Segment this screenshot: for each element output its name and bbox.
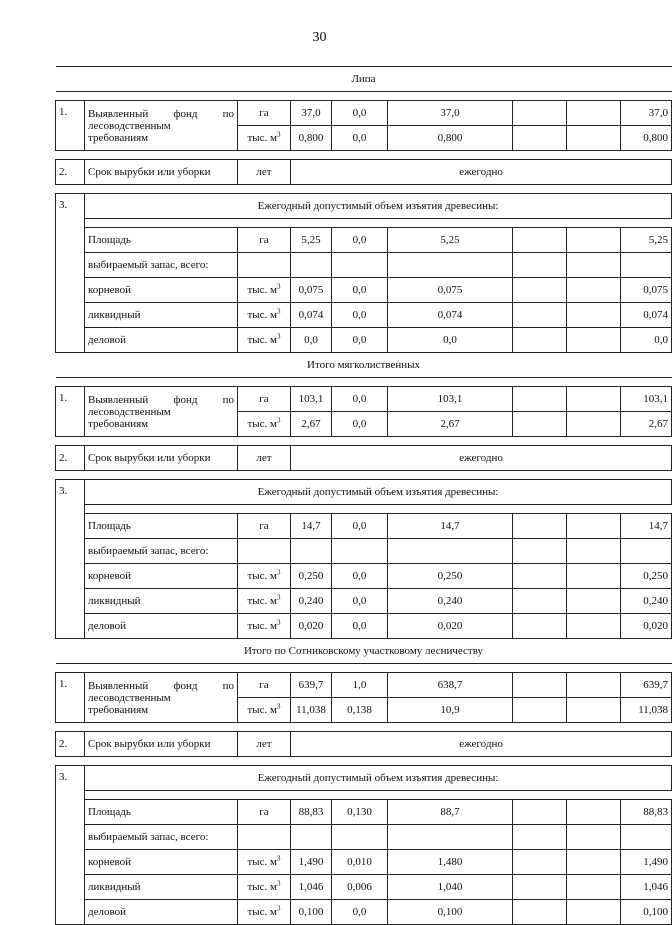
value-cell: 5,25: [291, 228, 332, 253]
value-cell: 2,67: [621, 412, 672, 437]
value-cell: [567, 328, 621, 353]
value-cell: 37,0: [291, 101, 332, 126]
value-cell: [567, 589, 621, 614]
value-cell: 0,020: [621, 614, 672, 639]
value-cell: [513, 101, 567, 126]
value-cell: 0,800: [291, 126, 332, 151]
row-number: 3.: [56, 194, 85, 353]
period-value: ежегодно: [291, 732, 672, 757]
value-cell: 0,138: [332, 698, 388, 723]
fund-label: Выявленный фонд по лесоводственным требованиям: [85, 101, 238, 151]
value-cell: 2,67: [388, 412, 513, 437]
root-label: корневой: [85, 278, 238, 303]
value-cell: [513, 850, 567, 875]
value-cell: 88,83: [621, 800, 672, 825]
value-cell: [567, 278, 621, 303]
row-number: 1.: [56, 673, 85, 723]
value-cell: 639,7: [621, 673, 672, 698]
table-row: [56, 875, 672, 900]
value-cell: [513, 387, 567, 412]
value-cell: 0,0: [332, 303, 388, 328]
area-label: Площадь: [85, 228, 238, 253]
unit-cell: тыс. $м^3$: [238, 564, 291, 589]
stock-label: выбираемый запас, всего:: [85, 539, 238, 564]
value-cell: 1,0: [332, 673, 388, 698]
unit-cell: тыс. $м^3$: [238, 278, 291, 303]
value-cell: [567, 564, 621, 589]
value-cell: 0,0: [332, 101, 388, 126]
value-cell: [513, 698, 567, 723]
table-row: [56, 253, 672, 278]
unit-cell: тыс. $м^3$: [238, 328, 291, 353]
fund-label: Выявленный фонд по лесоводственным требованиям: [85, 673, 238, 723]
value-cell: 1,046: [291, 875, 332, 900]
table-row: [56, 539, 672, 564]
business-label: деловой: [85, 328, 238, 353]
liquid-label: ликвидный: [85, 589, 238, 614]
section-title: Липа: [56, 67, 672, 92]
value-cell: 0,800: [621, 126, 672, 151]
table-row: [56, 446, 672, 471]
value-cell: [513, 875, 567, 900]
table-row: [56, 564, 672, 589]
value-cell: [567, 614, 621, 639]
unit-cell: тыс. $м^3$: [238, 850, 291, 875]
value-cell: 0,075: [388, 278, 513, 303]
unit-cell: лет: [238, 446, 291, 471]
value-cell: 0,0: [332, 614, 388, 639]
value-cell: 1,490: [621, 850, 672, 875]
value-cell: 0,240: [291, 589, 332, 614]
value-cell: 1,046: [621, 875, 672, 900]
value-cell: 0,0: [291, 328, 332, 353]
table-row: [56, 800, 672, 825]
row-number: 2.: [56, 160, 85, 185]
row-number: 1.: [56, 387, 85, 437]
row-number: 2.: [56, 732, 85, 757]
value-cell: 11,038: [621, 698, 672, 723]
value-cell: 0,0: [332, 328, 388, 353]
table-row: [56, 101, 672, 126]
fund-label: Выявленный фонд по лесоводственным требованиям: [85, 387, 238, 437]
section-title: Итого мягколиственных: [56, 353, 672, 378]
period-value: ежегодно: [291, 446, 672, 471]
value-cell: [513, 228, 567, 253]
table-row: [56, 673, 672, 698]
table-body: [56, 67, 672, 925]
section-title-row: [56, 353, 672, 378]
value-cell: [513, 800, 567, 825]
root-label: корневой: [85, 564, 238, 589]
value-cell: [567, 101, 621, 126]
liquid-label: ликвидный: [85, 875, 238, 900]
row-number: 2.: [56, 446, 85, 471]
value-cell: 14,7: [291, 514, 332, 539]
value-cell: [513, 514, 567, 539]
value-cell: 103,1: [388, 387, 513, 412]
value-cell: 0,006: [332, 875, 388, 900]
value-cell: 0,0: [332, 589, 388, 614]
business-label: деловой: [85, 614, 238, 639]
value-cell: 10,9: [388, 698, 513, 723]
value-cell: 0,020: [291, 614, 332, 639]
period-label: Срок вырубки или уборки: [85, 732, 238, 757]
value-cell: 0,0: [332, 387, 388, 412]
stock-label: выбираемый запас, всего:: [85, 253, 238, 278]
unit-cell: тыс. $м^3$: [238, 614, 291, 639]
value-cell: [513, 278, 567, 303]
liquid-label: ликвидный: [85, 303, 238, 328]
value-cell: [567, 387, 621, 412]
stock-label: выбираемый запас, всего:: [85, 825, 238, 850]
table-row: [56, 328, 672, 353]
value-cell: 0,240: [621, 589, 672, 614]
value-cell: [513, 673, 567, 698]
value-cell: [567, 228, 621, 253]
unit-cell: лет: [238, 160, 291, 185]
unit-cell: лет: [238, 732, 291, 757]
value-cell: 0,100: [291, 900, 332, 925]
value-cell: 14,7: [621, 514, 672, 539]
unit-cell: га: [238, 228, 291, 253]
row-number: 3.: [56, 766, 85, 925]
root-label: корневой: [85, 850, 238, 875]
value-cell: 5,25: [621, 228, 672, 253]
value-cell: 0,0: [621, 328, 672, 353]
unit-cell: тыс. $м^3$: [238, 589, 291, 614]
value-cell: 0,250: [388, 564, 513, 589]
unit-cell: тыс. $м^3$: [238, 875, 291, 900]
section-title: Итого по Сотниковскому участковому лесничеству: [56, 639, 672, 664]
forest-fund-table: [55, 66, 672, 925]
value-cell: 88,83: [291, 800, 332, 825]
table-row: [56, 160, 672, 185]
unit-cell: га: [238, 514, 291, 539]
page-number: 30: [312, 30, 327, 45]
value-cell: 103,1: [291, 387, 332, 412]
value-cell: [567, 514, 621, 539]
section-title-row: [56, 67, 672, 92]
area-label: Площадь: [85, 800, 238, 825]
table-row: [56, 303, 672, 328]
table-row: [56, 589, 672, 614]
value-cell: [513, 589, 567, 614]
annual-label: Ежегодный допустимый объем изъятия древесины:: [85, 194, 672, 219]
value-cell: [567, 850, 621, 875]
period-label: Срок вырубки или уборки: [85, 160, 238, 185]
value-cell: 0,020: [388, 614, 513, 639]
value-cell: 0,0: [332, 126, 388, 151]
value-cell: [567, 875, 621, 900]
table-row: [56, 732, 672, 757]
value-cell: [513, 328, 567, 353]
value-cell: 0,074: [621, 303, 672, 328]
value-cell: [513, 900, 567, 925]
value-cell: 0,100: [621, 900, 672, 925]
unit-cell: тыс. $м^3$: [238, 412, 291, 437]
value-cell: 0,250: [621, 564, 672, 589]
value-cell: [513, 412, 567, 437]
value-cell: 1,040: [388, 875, 513, 900]
value-cell: [513, 614, 567, 639]
value-cell: 14,7: [388, 514, 513, 539]
unit-cell: тыс. $м^3$: [238, 126, 291, 151]
value-cell: 639,7: [291, 673, 332, 698]
value-cell: 0,0: [388, 328, 513, 353]
value-cell: 0,0: [332, 412, 388, 437]
area-label: Площадь: [85, 514, 238, 539]
value-cell: 5,25: [388, 228, 513, 253]
unit-cell: тыс. $м^3$: [238, 900, 291, 925]
value-cell: 0,0: [332, 278, 388, 303]
value-cell: 1,480: [388, 850, 513, 875]
unit-cell: га: [238, 800, 291, 825]
table-row: [56, 825, 672, 850]
table-row: [56, 514, 672, 539]
table-row: [56, 850, 672, 875]
value-cell: [513, 126, 567, 151]
unit-cell: га: [238, 673, 291, 698]
table-row: [56, 480, 672, 505]
unit-cell: тыс. $м^3$: [238, 698, 291, 723]
value-cell: 88,7: [388, 800, 513, 825]
value-cell: 0,800: [388, 126, 513, 151]
value-cell: [567, 698, 621, 723]
row-number: 3.: [56, 480, 85, 639]
value-cell: 0,074: [291, 303, 332, 328]
business-label: деловой: [85, 900, 238, 925]
value-cell: 0,010: [332, 850, 388, 875]
unit-cell: га: [238, 101, 291, 126]
value-cell: [513, 303, 567, 328]
unit-cell: га: [238, 387, 291, 412]
value-cell: 0,100: [388, 900, 513, 925]
value-cell: 0,0: [332, 228, 388, 253]
value-cell: 0,0: [332, 564, 388, 589]
value-cell: 0,075: [291, 278, 332, 303]
annual-label: Ежегодный допустимый объем изъятия древесины:: [85, 480, 672, 505]
value-cell: 1,490: [291, 850, 332, 875]
value-cell: 0,0: [332, 900, 388, 925]
value-cell: 0,074: [388, 303, 513, 328]
table-row: [56, 387, 672, 412]
unit-cell: тыс. $м^3$: [238, 303, 291, 328]
table-row: [56, 614, 672, 639]
value-cell: [567, 412, 621, 437]
value-cell: [567, 800, 621, 825]
period-label: Срок вырубки или уборки: [85, 446, 238, 471]
table-row: [56, 278, 672, 303]
value-cell: [567, 673, 621, 698]
value-cell: [567, 303, 621, 328]
table-row: [56, 900, 672, 925]
value-cell: 0,0: [332, 514, 388, 539]
value-cell: 11,038: [291, 698, 332, 723]
value-cell: 37,0: [621, 101, 672, 126]
period-value: ежегодно: [291, 160, 672, 185]
value-cell: 0,250: [291, 564, 332, 589]
annual-label: Ежегодный допустимый объем изъятия древесины:: [85, 766, 672, 791]
value-cell: [567, 900, 621, 925]
value-cell: 0,130: [332, 800, 388, 825]
table-row: [56, 228, 672, 253]
row-number: 1.: [56, 101, 85, 151]
value-cell: [513, 564, 567, 589]
value-cell: 103,1: [621, 387, 672, 412]
section-title-row: [56, 639, 672, 664]
value-cell: [567, 126, 621, 151]
value-cell: 0,075: [621, 278, 672, 303]
value-cell: 2,67: [291, 412, 332, 437]
table-row: [56, 194, 672, 219]
value-cell: 37,0: [388, 101, 513, 126]
table-row: [56, 766, 672, 791]
value-cell: 638,7: [388, 673, 513, 698]
value-cell: 0,240: [388, 589, 513, 614]
